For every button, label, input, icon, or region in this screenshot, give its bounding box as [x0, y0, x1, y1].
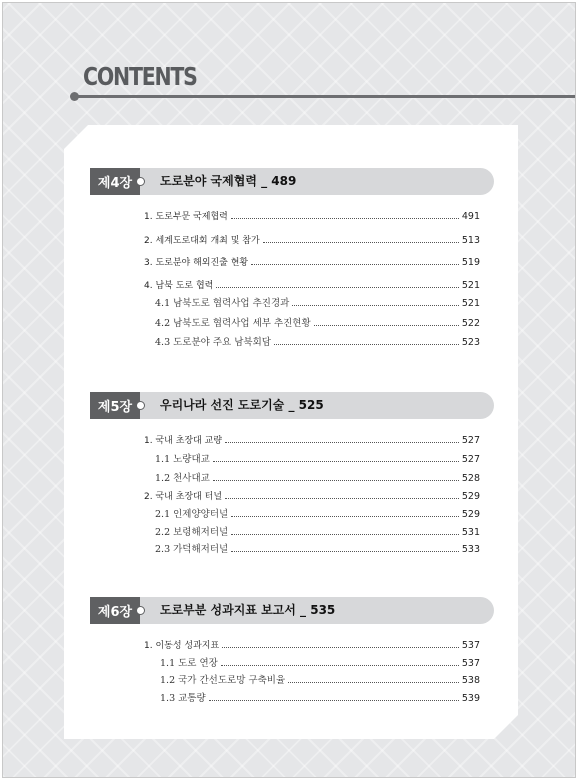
toc-entry[interactable] [144, 232, 480, 246]
toc-subentry[interactable] [160, 655, 480, 669]
toc-entry-label: 1.2 국가 간선도로망 구축비율 [160, 675, 286, 686]
toc-entry-label: 4.1 남북도로 협력사업 추진경과 [155, 298, 290, 309]
toc-subentry[interactable] [155, 295, 480, 309]
toc-subentry[interactable] [155, 315, 480, 329]
chapter-dot [136, 606, 145, 615]
toc-subentry[interactable] [155, 470, 480, 484]
toc-subentry[interactable] [155, 524, 480, 538]
toc-leader-dots [221, 665, 459, 666]
toc-leader-dots [251, 264, 459, 265]
toc-leader-dots [263, 242, 459, 243]
toc-entry-label: 2.2 보령해저터널 [155, 527, 229, 538]
toc-entry-page: 531 [461, 527, 480, 538]
toc-entry-page: 513 [461, 235, 480, 246]
toc-subentry[interactable] [160, 690, 480, 704]
toc-entry-label: 2.3 가덕해저터널 [155, 544, 229, 555]
toc-leader-dots [231, 516, 459, 517]
chapter-dot [136, 401, 145, 410]
chapter-title: 도로부분 성과지표 보고서 _ 535 [160, 603, 336, 617]
toc-entry-page: 533 [461, 544, 480, 555]
toc-entry-label: 1. 이동성 성과지표 [144, 641, 220, 651]
toc-entry[interactable] [144, 488, 480, 502]
toc-entry-page: 538 [461, 675, 480, 686]
toc-subentry[interactable] [155, 334, 480, 348]
toc-entry-label: 1.1 노량대교 [155, 454, 210, 465]
toc-leader-dots [231, 534, 459, 535]
toc-entry-page: 528 [461, 473, 480, 484]
toc-entry-label: 1.3 교통량 [160, 693, 206, 704]
toc-entry-page: 537 [461, 658, 480, 669]
toc-entry[interactable] [144, 637, 480, 651]
toc-subentry[interactable] [155, 451, 480, 465]
toc-entry-label: 2.1 인제양양터널 [155, 509, 229, 520]
toc-entry-page: 527 [461, 454, 480, 465]
chapter-header-6[interactable] [90, 597, 494, 624]
chapter-label: 제5장 [90, 392, 140, 419]
toc-entry-page: 529 [461, 491, 480, 502]
toc-entry[interactable] [144, 432, 480, 446]
toc-leader-dots [209, 700, 459, 701]
toc-leader-dots [288, 682, 459, 683]
toc-entry-page: 522 [461, 318, 480, 329]
toc-entry-label: 4.3 도로분야 주요 남북회담 [155, 337, 271, 348]
toc-entry-page: 537 [461, 640, 480, 651]
toc-entry-label: 4.2 남북도로 협력사업 세부 추진현황 [155, 318, 311, 329]
toc-subentry[interactable] [160, 672, 480, 686]
toc-entry-label: 1. 도로부문 국제협력 [144, 212, 228, 222]
chapter-title: 도로분야 국제협력 _ 489 [160, 174, 297, 188]
toc-entry-label: 2. 국내 초장대 터널 [144, 492, 223, 502]
contents-title: CONTENTS [83, 62, 197, 91]
toc-subentry[interactable] [155, 506, 480, 520]
toc-entry-page: 539 [461, 693, 480, 704]
toc-entry-page: 523 [461, 337, 480, 348]
toc-entry-page: 519 [461, 257, 480, 268]
toc-entry[interactable] [144, 277, 480, 291]
toc-entry-label: 2. 세계도로대회 개최 및 참가 [144, 236, 260, 246]
title-rule [75, 95, 575, 98]
toc-leader-dots [314, 325, 459, 326]
toc-entry-label: 1. 국내 초장대 교량 [144, 436, 223, 446]
chapter-header-4[interactable] [90, 168, 494, 195]
chapter-title: 우리나라 선진 도로기술 _ 525 [160, 398, 324, 412]
toc-leader-dots [274, 344, 459, 345]
toc-leader-dots [216, 287, 459, 288]
toc-entry-page: 527 [461, 435, 480, 446]
toc-entry-page: 521 [461, 280, 480, 291]
chapter-label: 제4장 [90, 168, 140, 195]
toc-entry-page: 529 [461, 509, 480, 520]
toc-entry[interactable] [144, 208, 480, 222]
toc-leader-dots [225, 442, 459, 443]
toc-subentry[interactable] [155, 541, 480, 555]
toc-entry[interactable] [144, 254, 480, 268]
toc-leader-dots [231, 551, 459, 552]
chapter-header-5[interactable] [90, 392, 494, 419]
toc-leader-dots [213, 480, 459, 481]
toc-entry-label: 3. 도로분야 해외진출 현황 [144, 258, 249, 268]
toc-leader-dots [213, 461, 459, 462]
toc-leader-dots [222, 647, 459, 648]
chapter-label: 제6장 [90, 597, 140, 624]
toc-entry-label: 1.1 도로 연장 [160, 658, 218, 669]
toc-leader-dots [225, 498, 459, 499]
chapter-dot [136, 177, 145, 186]
toc-leader-dots [292, 305, 459, 306]
toc-entry-label: 1.2 천사대교 [155, 473, 210, 484]
toc-entry-page: 521 [461, 298, 480, 309]
toc-entry-label: 4. 남북 도로 협력 [144, 281, 214, 291]
toc-leader-dots [231, 218, 459, 219]
toc-entry-page: 491 [461, 211, 480, 222]
